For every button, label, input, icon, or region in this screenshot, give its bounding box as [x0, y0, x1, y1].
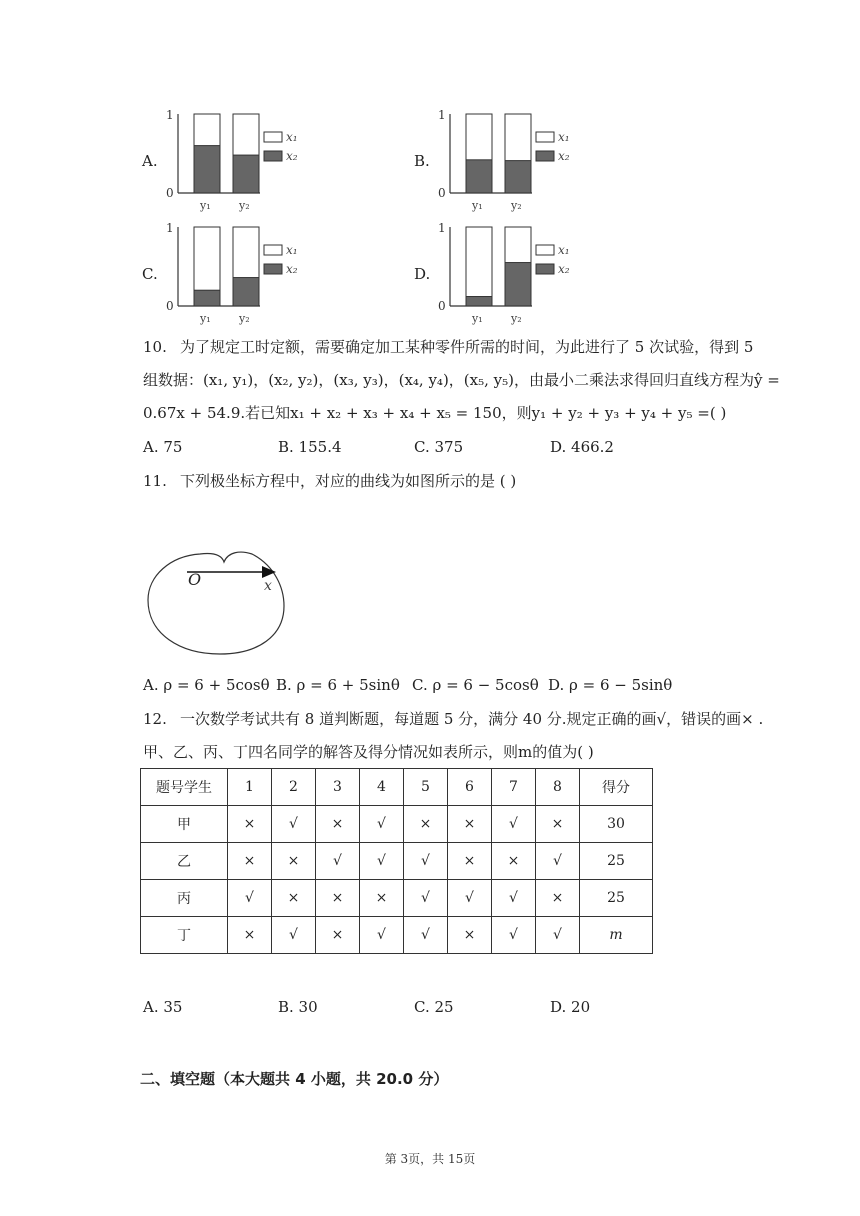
- q10-option-a: A. 75: [143, 438, 183, 456]
- table-cell: √: [492, 917, 536, 954]
- table-cell: ×: [316, 806, 360, 843]
- q10-option-d: D. 466.2: [550, 438, 614, 456]
- legend-x1-swatch: [536, 132, 554, 142]
- bar-category-label: y₂: [511, 199, 522, 212]
- option-a-bar-chart: [160, 104, 300, 214]
- legend-x1-label: x₁: [286, 130, 298, 144]
- table-header-cell: 2: [272, 769, 316, 806]
- q11-option-d: D. ρ = 6 − 5sinθ: [548, 676, 673, 694]
- y-axis-top-label: 1: [166, 108, 174, 122]
- option-a-label: A.: [142, 152, 158, 170]
- legend-x2-swatch: [264, 151, 282, 161]
- y-axis-bottom-label: 0: [166, 299, 174, 313]
- option-b-bar-chart: [432, 104, 572, 214]
- table-header-cell: 7: [492, 769, 536, 806]
- table-cell: 30: [580, 806, 653, 843]
- table-header-cell: 8: [536, 769, 580, 806]
- legend-x2-label: x₂: [558, 149, 570, 163]
- table-cell: 25: [580, 880, 653, 917]
- table-cell: ×: [448, 806, 492, 843]
- table-header-cell: 4: [360, 769, 404, 806]
- table-cell: √: [492, 880, 536, 917]
- axis-x-label: x: [264, 578, 272, 594]
- table-cell: √: [228, 880, 272, 917]
- option-d-label: D.: [414, 265, 431, 283]
- bar-x2-segment: [466, 297, 492, 306]
- page-footer: 第 3页，共 15页: [384, 1152, 476, 1166]
- option-c-bar-chart: [160, 217, 300, 327]
- question-10-number: 10.: [143, 338, 167, 356]
- question-12-line-2: 甲、乙、丙、丁四名同学的解答及得分情况如表所示，则m的值为( ): [143, 743, 594, 761]
- table-cell: √: [316, 843, 360, 880]
- q12-option-a: A. 35: [143, 998, 183, 1016]
- legend-x1-label: x₁: [558, 130, 570, 144]
- bar-category-label: y₁: [472, 312, 483, 325]
- bar-x2-segment: [194, 290, 220, 306]
- legend-x2-label: x₂: [558, 262, 570, 276]
- q12-option-b: B. 30: [278, 998, 318, 1016]
- table-header-cell: 题号学生: [141, 769, 228, 806]
- table-cell: √: [536, 917, 580, 954]
- table-cell: ×: [404, 806, 448, 843]
- q12-option-c: C. 25: [414, 998, 454, 1016]
- table-header-cell: 3: [316, 769, 360, 806]
- bar-x1-segment: [466, 227, 492, 306]
- option-b-label: B.: [414, 152, 430, 170]
- bar-x2-segment: [505, 161, 531, 193]
- table-header-cell: 1: [228, 769, 272, 806]
- question-12-line-1: 一次数学考试共有 8 道判断题，每道题 5 分，满分 40 分.规定正确的画√，错误的画× .: [180, 710, 764, 728]
- table-cell: ×: [448, 843, 492, 880]
- table-cell: ×: [272, 880, 316, 917]
- legend-x1-swatch: [264, 245, 282, 255]
- y-axis-top-label: 1: [166, 221, 174, 235]
- q10-option-b: B. 155.4: [278, 438, 342, 456]
- table-cell: 25: [580, 843, 653, 880]
- y-axis-bottom-label: 0: [166, 186, 174, 200]
- legend-x2-swatch: [264, 264, 282, 274]
- y-axis-top-label: 1: [438, 108, 446, 122]
- q11-option-a: A. ρ = 6 + 5cosθ: [143, 676, 270, 694]
- table-cell: 甲: [141, 806, 228, 843]
- table-header-cell: 6: [448, 769, 492, 806]
- table-row: [141, 880, 653, 917]
- bar-category-label: y₂: [239, 199, 250, 212]
- option-c-label: C.: [142, 265, 158, 283]
- table-cell: ×: [316, 880, 360, 917]
- legend-x1-label: x₁: [286, 243, 298, 257]
- legend-x1-label: x₁: [558, 243, 570, 257]
- table-cell: √: [536, 843, 580, 880]
- bar-x2-segment: [233, 155, 259, 193]
- bar-x2-segment: [233, 278, 259, 306]
- table-header-row: [141, 769, 653, 806]
- legend-x1-swatch: [264, 132, 282, 142]
- table-cell: 乙: [141, 843, 228, 880]
- bar-category-label: y₁: [200, 312, 211, 325]
- bar-x2-segment: [505, 263, 531, 306]
- table-cell: ×: [228, 917, 272, 954]
- question-11-text: 下列极坐标方程中，对应的曲线为如图所示的是 ( ): [180, 472, 517, 490]
- table-cell: ×: [536, 880, 580, 917]
- q11-option-b: B. ρ = 6 + 5sinθ: [276, 676, 400, 694]
- question-10-line-3: 0.67x + 54.9.若已知x₁ + x₂ + x₃ + x₄ + x₅ = 150，则y₁ + y₂ + y₃ + y₄ + y₅ =( ): [143, 404, 727, 422]
- legend-x2-swatch: [536, 264, 554, 274]
- table-cell: 丁: [141, 917, 228, 954]
- table-row: [141, 843, 653, 880]
- table-cell: √: [492, 806, 536, 843]
- bar-category-label: y₁: [200, 199, 211, 212]
- table-header-cell: 5: [404, 769, 448, 806]
- y-axis-bottom-label: 0: [438, 186, 446, 200]
- table-cell: √: [360, 917, 404, 954]
- table-header-cell: 得分: [580, 769, 653, 806]
- y-axis-bottom-label: 0: [438, 299, 446, 313]
- legend-x1-swatch: [536, 245, 554, 255]
- bar-category-label: y₂: [239, 312, 250, 325]
- table-cell: √: [448, 880, 492, 917]
- answer-score-table: [140, 768, 653, 954]
- question-10-line-2: 组数据：(x₁, y₁)，(x₂, y₂)，(x₃, y₃)，(x₄, y₄)，(x₅, y₅)，由最小二乘法求得回归直线方程为ŷ =: [143, 371, 780, 389]
- q12-option-d: D. 20: [550, 998, 591, 1016]
- table-cell: ×: [448, 917, 492, 954]
- question-12-number: 12.: [143, 710, 167, 728]
- table-cell: √: [404, 880, 448, 917]
- legend-x2-label: x₂: [286, 262, 298, 276]
- table-cell: m: [580, 917, 653, 954]
- table-cell: √: [404, 843, 448, 880]
- table-cell: ×: [492, 843, 536, 880]
- table-cell: ×: [316, 917, 360, 954]
- table-cell: 丙: [141, 880, 228, 917]
- table-cell: ×: [360, 880, 404, 917]
- table-cell: √: [272, 806, 316, 843]
- table-cell: √: [360, 806, 404, 843]
- option-d-bar-chart: [432, 217, 572, 327]
- section-2-heading: 二、填空题（本大题共 4 小题，共 20.0 分）: [140, 1070, 449, 1088]
- legend-x2-swatch: [536, 151, 554, 161]
- table-cell: ×: [228, 806, 272, 843]
- table-cell: ×: [272, 843, 316, 880]
- q11-option-c: C. ρ = 6 − 5cosθ: [412, 676, 539, 694]
- question-10-line-1: 为了规定工时定额，需要确定加工某种零件所需的时间，为此进行了 5 次试验，得到 5: [180, 338, 754, 356]
- table-cell: √: [404, 917, 448, 954]
- table-cell: √: [360, 843, 404, 880]
- bar-x2-segment: [194, 146, 220, 193]
- question-11-number: 11.: [143, 472, 167, 490]
- table-cell: √: [272, 917, 316, 954]
- bar-category-label: y₁: [472, 199, 483, 212]
- q10-option-c: C. 375: [414, 438, 464, 456]
- table-row: [141, 806, 653, 843]
- bar-category-label: y₂: [511, 312, 522, 325]
- legend-x2-label: x₂: [286, 149, 298, 163]
- cardioid-figure: [140, 538, 290, 660]
- origin-label: O: [188, 570, 202, 589]
- y-axis-top-label: 1: [438, 221, 446, 235]
- table-row: [141, 917, 653, 954]
- table-cell: ×: [536, 806, 580, 843]
- table-cell: ×: [228, 843, 272, 880]
- bar-x2-segment: [466, 160, 492, 193]
